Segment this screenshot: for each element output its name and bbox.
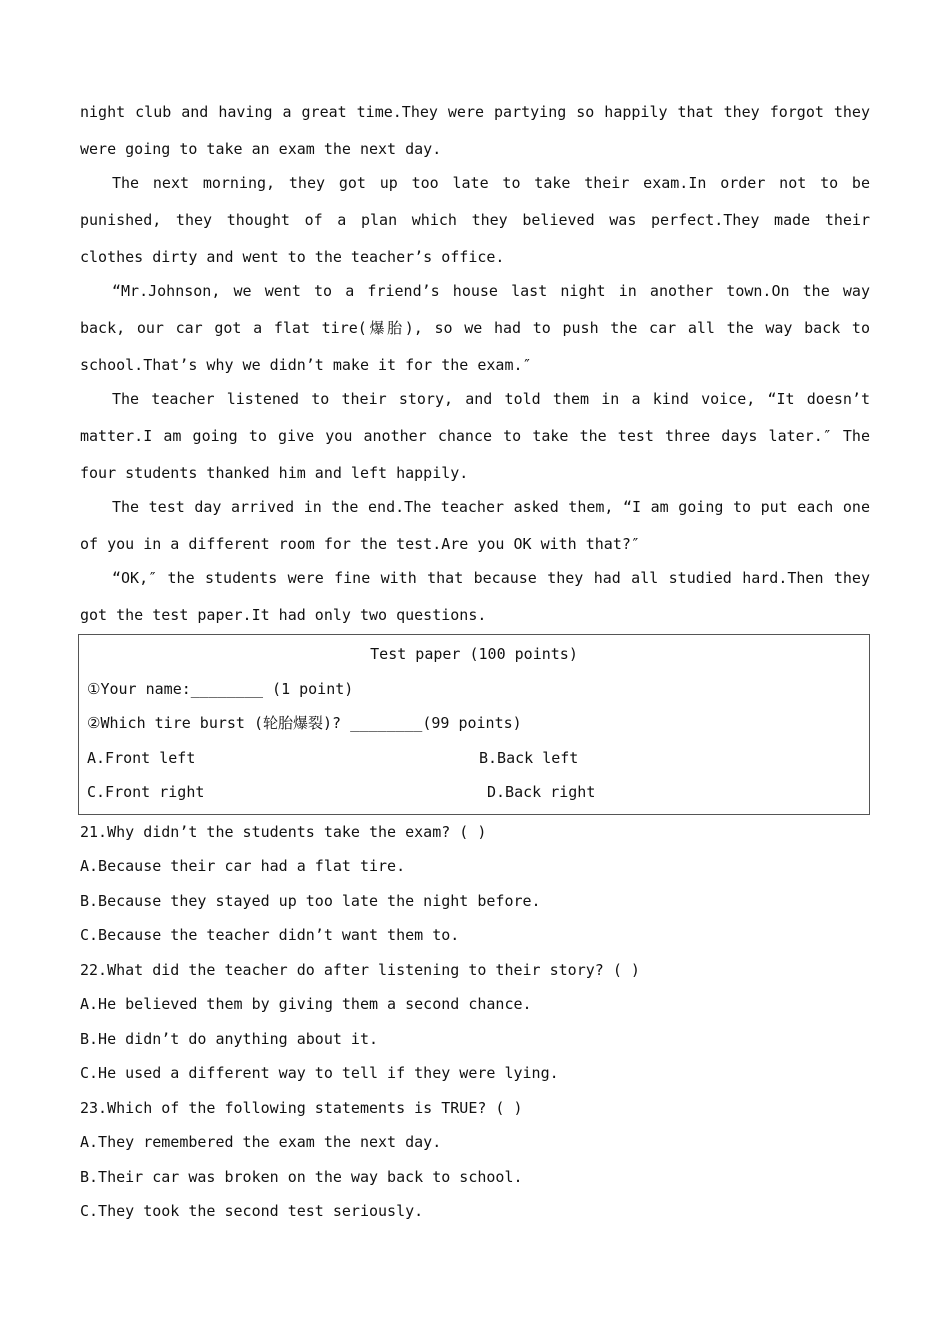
test-paper-option-c: C.Front right bbox=[87, 783, 205, 801]
answer-option: A.Because their car had a flat tire. bbox=[80, 857, 406, 875]
answer-option: B.He didn’t do anything about it. bbox=[80, 1029, 379, 1048]
story-paragraph-3: “Mr.Johnson, we went to a friend’s house last night in another town.On the way back, our car got a flat tire(爆胎), so we had to push the car all the way back to school.That’s why we didn’t make it for the exam.″ bbox=[80, 282, 870, 374]
question-23 bbox=[80, 1091, 870, 1229]
story-passage bbox=[80, 94, 870, 634]
answer-option: C.They took the second test seriously. bbox=[80, 1202, 424, 1220]
test-paper-box bbox=[78, 634, 870, 815]
question-stem: 21.Why didn’t the students take the exam? ( ) bbox=[80, 822, 487, 841]
story-paragraph-5: The test day arrived in the end.The teacher asked them, “I am going to put each one of you in a different room for the test.Are you OK with that?″ bbox=[80, 498, 870, 553]
answer-option: A.He believed them by giving them a second chance. bbox=[80, 995, 532, 1013]
story-paragraph-1: night club and having a great time.They were partying so happily that they forgot they were going to take an exam the next day. bbox=[80, 103, 870, 158]
answer-option: B.Their car was broken on the way back to school. bbox=[80, 1167, 523, 1186]
test-paper-question-1: ①Your name:________ (1 point) bbox=[87, 679, 354, 698]
story-paragraph-6: “OK,″ the students were fine with that because they had all studied hard.Then they got the test paper.It had only two questions. bbox=[80, 569, 870, 624]
document-page bbox=[80, 94, 870, 1229]
question-21 bbox=[80, 815, 870, 953]
question-stem: 23.Which of the following statements is TRUE? ( ) bbox=[80, 1098, 523, 1117]
test-paper-option-a: A.Front left bbox=[87, 748, 196, 767]
test-paper-option-b: B.Back left bbox=[479, 748, 579, 767]
question-stem: 22.What did the teacher do after listening to their story? ( ) bbox=[80, 960, 640, 979]
test-paper-option-row-1 bbox=[87, 741, 861, 776]
answer-option: A.They remembered the exam the next day. bbox=[80, 1133, 442, 1151]
test-paper-question-2: ②Which tire burst (轮胎爆裂)? ________(99 points) bbox=[87, 714, 522, 732]
answer-option: C.He used a different way to tell if they were lying. bbox=[80, 1064, 559, 1082]
test-paper-title: Test paper (100 points) bbox=[370, 645, 578, 663]
question-list bbox=[80, 815, 870, 1229]
story-paragraph-2: The next morning, they got up too late to take their exam.In order not to be punished, they thought of a plan which they believed was perfect.They made their clothes dirty and went to the teacher’s office. bbox=[80, 174, 870, 266]
test-paper-option-d: D.Back right bbox=[487, 783, 596, 801]
question-22 bbox=[80, 953, 870, 1091]
answer-option: C.Because the teacher didn’t want them to. bbox=[80, 926, 460, 944]
answer-option: B.Because they stayed up too late the night before. bbox=[80, 891, 541, 910]
story-paragraph-4: The teacher listened to their story, and told them in a kind voice, “It doesn’t matter.I am going to give you another chance to take the test three days later.″ The four students thanked him and left happily. bbox=[80, 390, 870, 482]
test-paper-option-row-2 bbox=[87, 775, 861, 810]
